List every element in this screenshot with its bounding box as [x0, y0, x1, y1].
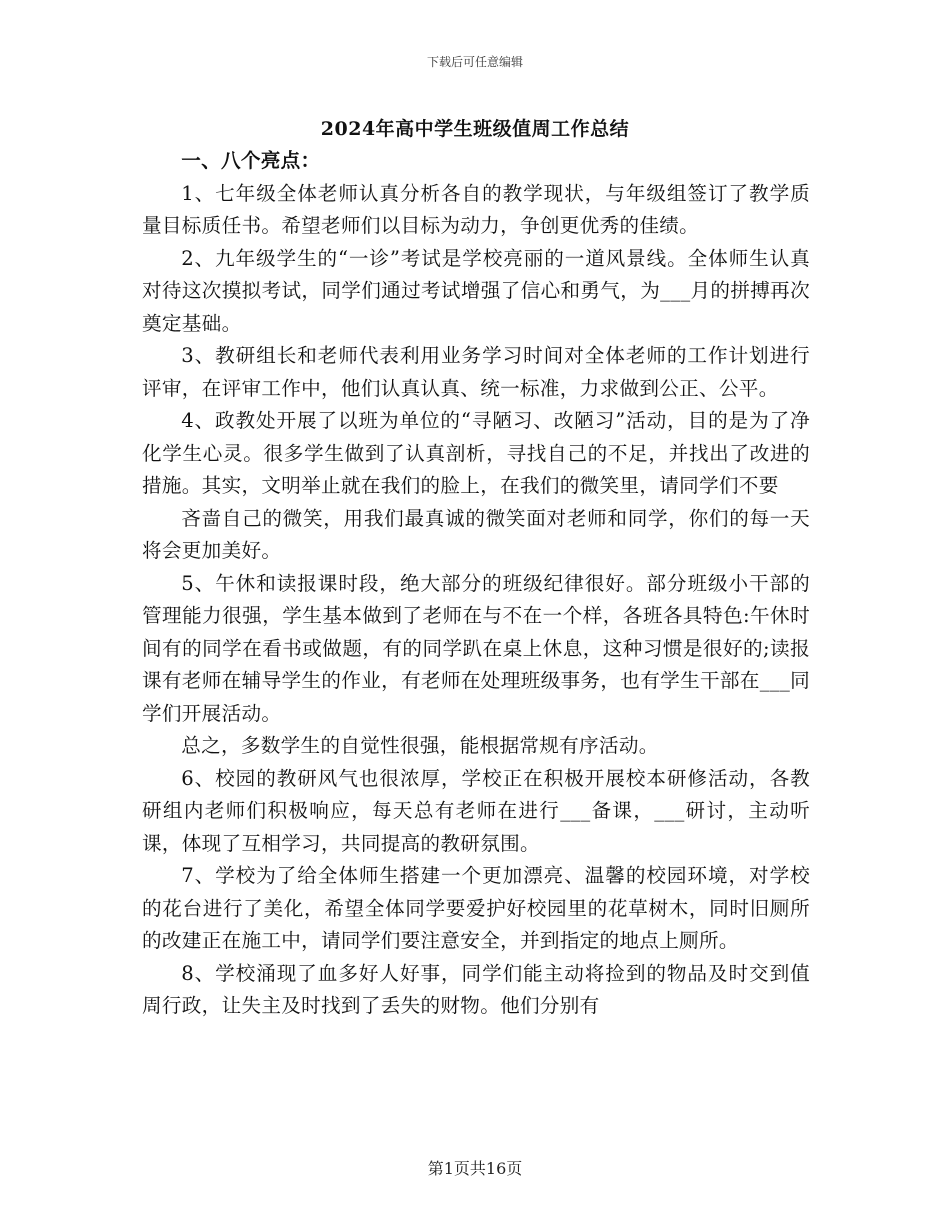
paragraph-8: 8、学校涌现了血多好人好事，同学们能主动将捡到的物品及时交到值周行政，让失主及时找到了丢失的财物。他们分别有: [142, 961, 810, 1017]
paragraph-5: 5、午休和读报课时段，绝大部分的班级纪律很好。部分班级小干部的管理能力很强，学生基本做到了老师在与不在一个样，各班各具特色:午休时间有的同学在看书或做题，有的同学趴在桌上休息，这种习惯是很好的;读报课有老师在辅导学生的作业，有老师在处理班级事务，也有学生干部在___同学们开展活动。: [142, 571, 810, 725]
page-number: 第1页共16页: [427, 1159, 523, 1178]
paragraph-4: 4、政教处开展了以班为单位的“寻陋习、改陋习”活动，目的是为了净化学生心灵。很多学生做到了认真剖析，寻找自己的不足，并找出了改进的措施。其实，文明举止就在我们的脸上，在我们的微笑里，请同学们不要: [142, 409, 810, 497]
paragraph-7: 7、学校为了给全体师生搭建一个更加漂亮、温馨的校园环境，对学校的花台进行了美化，希望全体同学要爱护好校园里的花草树木，同时旧厕所的改建正在施工中，请同学们要注意安全，并到指定的地点上厕所。: [142, 864, 810, 952]
section-heading: 一、八个亮点：: [181, 149, 321, 172]
paragraph-2: 2、九年级学生的“一诊”考试是学校亮丽的一道风景线。全体师生认真对待这次摸拟考试，同学们通过考试增强了信心和勇气，为___月的拼搏再次奠定基础。: [142, 246, 810, 335]
document-body: [142, 145, 810, 1023]
paragraph-6: 6、校园的教研风气也很浓厚，学校正在积极开展校本研修活动，各教研组内老师们积极响应，每天总有老师在进行___备课，___研讨，主动听课，体现了互相学习，共同提高的教研氛围。: [142, 766, 810, 855]
paragraph-3: 3、教研组长和老师代表利用业务学习时间对全体老师的工作计划进行评审，在评审工作中，他们认真认真、统一标准，力求做到公正、公平。: [142, 344, 810, 400]
paragraph-4-continued: 吝啬自己的微笑，用我们最真诚的微笑面对老师和同学，你们的每一天将会更加美好。: [142, 506, 810, 562]
document-title: 2024年高中学生班级值周工作总结: [320, 118, 630, 140]
download-note: 下载后可任意编辑: [426, 55, 523, 69]
paragraph-summary: 总之，多数学生的自觉性很强，能根据常规有序活动。: [181, 734, 659, 757]
paragraph-1: 1、七年级全体老师认真分析各自的教学现状，与年级组签订了教学质量目标质任书。希望老师们以目标为动力，争创更优秀的佳绩。: [142, 181, 810, 237]
